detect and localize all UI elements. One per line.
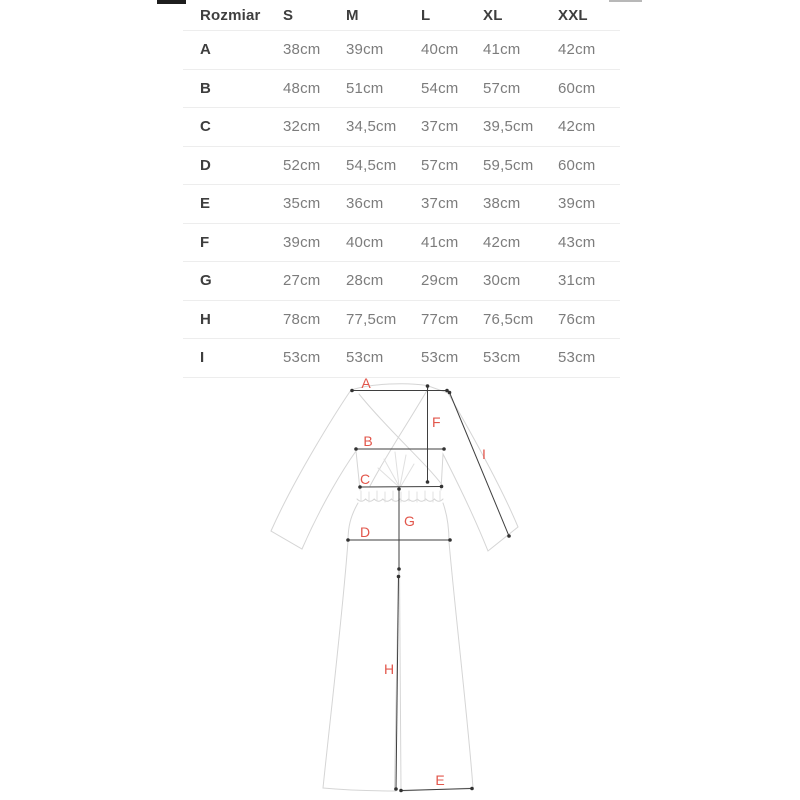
size-cell: 40cm [346, 233, 384, 251]
size-cell: 32cm [283, 118, 321, 136]
measure-label-h: H [383, 661, 395, 677]
size-cell: 37cm [421, 195, 459, 213]
size-cell: 41cm [421, 233, 459, 251]
size-cell: 41cm [483, 41, 521, 59]
table-row [183, 147, 620, 186]
table-row [183, 185, 620, 224]
size-cell: 60cm [558, 79, 596, 97]
measure-label-f: F [432, 414, 441, 430]
size-cell: 42cm [558, 41, 596, 59]
measure-label-i: I [482, 446, 486, 462]
measure-label-g: G [404, 513, 415, 529]
size-cell: 43cm [558, 233, 596, 251]
column-header-xxl: XXL [558, 6, 588, 24]
size-cell: 53cm [483, 349, 521, 367]
table-row [183, 262, 620, 301]
size-cell: 31cm [558, 272, 596, 290]
row-label: E [200, 195, 211, 213]
size-cell: 57cm [483, 79, 521, 97]
size-cell: 35cm [283, 195, 321, 213]
size-cell: 39cm [558, 195, 596, 213]
size-cell: 76cm [558, 310, 596, 328]
size-cell: 38cm [283, 41, 321, 59]
column-header-l: L [421, 6, 431, 24]
measure-label-d: D [359, 524, 371, 540]
size-cell: 29cm [421, 272, 459, 290]
table-row [183, 70, 620, 109]
column-header-xl: XL [483, 6, 503, 24]
size-cell: 39cm [283, 233, 321, 251]
row-label: A [200, 41, 212, 59]
top-edge-cropped-element [157, 0, 186, 4]
size-cell: 53cm [346, 349, 384, 367]
size-cell: 57cm [421, 156, 459, 174]
row-label: G [200, 272, 212, 290]
size-cell: 59,5cm [483, 156, 534, 174]
size-cell: 39,5cm [483, 118, 534, 136]
size-cell: 36cm [346, 195, 384, 213]
row-label: B [200, 79, 212, 97]
row-label: C [200, 118, 212, 136]
size-cell: 42cm [558, 118, 596, 136]
size-cell: 30cm [483, 272, 521, 290]
size-cell: 52cm [283, 156, 321, 174]
garment-outline [271, 384, 518, 791]
table-row [183, 31, 620, 70]
table-row [183, 224, 620, 263]
size-cell: 51cm [346, 79, 384, 97]
size-cell: 60cm [558, 156, 596, 174]
size-column-title: Rozmiar [200, 6, 261, 24]
size-cell: 48cm [283, 79, 321, 97]
table-row [183, 301, 620, 340]
size-cell: 39cm [346, 41, 384, 59]
size-cell: 27cm [283, 272, 321, 290]
size-cell: 53cm [421, 349, 459, 367]
size-cell: 53cm [283, 349, 321, 367]
measure-label-a: A [361, 375, 371, 391]
size-cell: 38cm [483, 195, 521, 213]
garment-diagram [0, 372, 800, 800]
size-cell: 34,5cm [346, 118, 397, 136]
size-table [183, 0, 620, 378]
measure-label-e: E [435, 772, 445, 788]
row-label: D [200, 156, 212, 174]
size-cell: 78cm [283, 310, 321, 328]
row-label: H [200, 310, 212, 328]
column-header-s: S [283, 6, 294, 24]
size-cell: 54,5cm [346, 156, 397, 174]
row-label: I [200, 349, 205, 367]
measure-label-c: C [359, 471, 371, 487]
size-cell: 40cm [421, 41, 459, 59]
size-cell: 28cm [346, 272, 384, 290]
size-cell: 77cm [421, 310, 459, 328]
row-label: F [200, 233, 210, 251]
size-cell: 42cm [483, 233, 521, 251]
size-cell: 77,5cm [346, 310, 397, 328]
column-header-m: M [346, 6, 359, 24]
size-cell: 54cm [421, 79, 459, 97]
size-cell: 53cm [558, 349, 596, 367]
table-row [183, 108, 620, 147]
size-cell: 37cm [421, 118, 459, 136]
size-table-header-row [183, 0, 620, 31]
measure-label-b: B [363, 433, 373, 449]
size-cell: 76,5cm [483, 310, 534, 328]
